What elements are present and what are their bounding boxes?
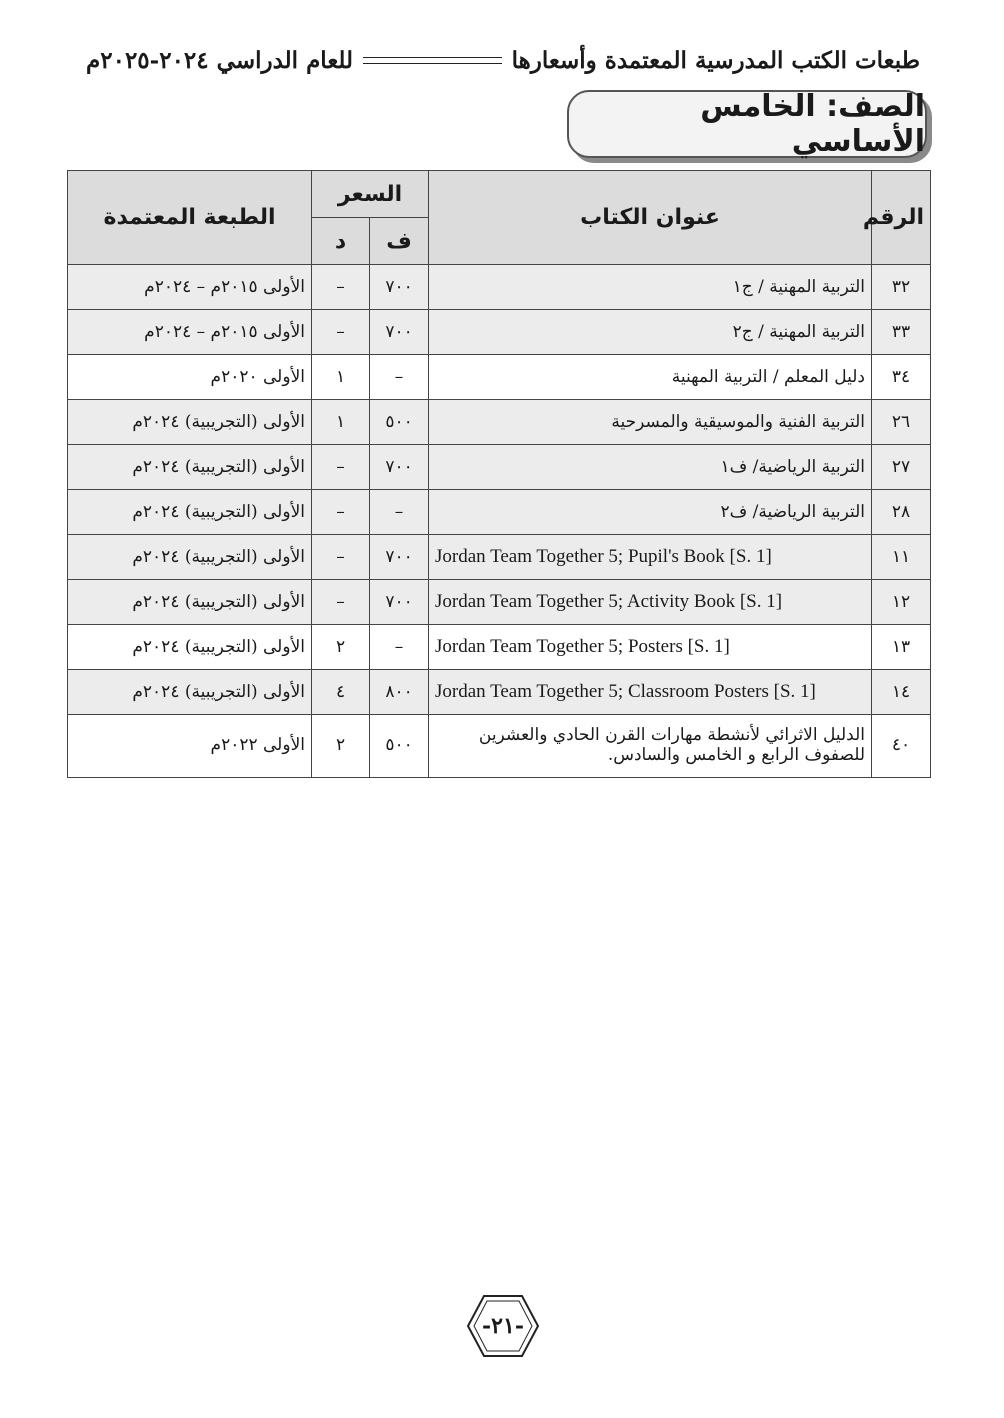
row-title: التربية الفنية والموسيقية والمسرحية <box>429 400 872 445</box>
row-number: ٣٣ <box>872 310 931 355</box>
table-row <box>68 715 931 778</box>
page-number-text: -٢١- <box>482 1313 524 1339</box>
row-fils: – <box>370 355 429 400</box>
grade-title: الصف: الخامس الأساسي <box>700 89 925 159</box>
row-fils: ٥٠٠ <box>370 400 429 445</box>
table-row <box>68 400 931 445</box>
table-row <box>68 580 931 625</box>
row-fils: ٧٠٠ <box>370 580 429 625</box>
row-title: Jordan Team Together 5; Classroom Posters [S. 1] <box>429 670 872 715</box>
table-row <box>68 265 931 310</box>
row-number: ٢٨ <box>872 490 931 535</box>
row-dinar: ٢ <box>312 715 370 778</box>
row-fils: ٧٠٠ <box>370 310 429 355</box>
header-divider <box>363 57 502 64</box>
row-dinar: – <box>312 310 370 355</box>
row-fils: ٧٠٠ <box>370 265 429 310</box>
row-fils: – <box>370 490 429 535</box>
table-row <box>68 355 931 400</box>
page-header <box>86 40 920 80</box>
row-edition: الأولى (التجريبية) ٢٠٢٤م <box>68 625 312 670</box>
table-row <box>68 535 931 580</box>
row-title: التربية المهنية / ج٢ <box>429 310 872 355</box>
row-dinar: ٢ <box>312 625 370 670</box>
row-edition: الأولى ٢٠٢٢م <box>68 715 312 778</box>
header-price-fils: ف <box>370 218 429 265</box>
row-fils: ٨٠٠ <box>370 670 429 715</box>
row-dinar: ١ <box>312 400 370 445</box>
row-dinar: – <box>312 265 370 310</box>
table-row <box>68 310 931 355</box>
row-number: ٢٦ <box>872 400 931 445</box>
table-row <box>68 625 931 670</box>
row-edition: الأولى (التجريبية) ٢٠٢٤م <box>68 400 312 445</box>
row-title: Jordan Team Together 5; Activity Book [S. 1] <box>429 580 872 625</box>
row-edition: الأولى (التجريبية) ٢٠٢٤م <box>68 670 312 715</box>
row-dinar: ١ <box>312 355 370 400</box>
table-row <box>68 445 931 490</box>
header-title: طبعات الكتب المدرسية المعتمدة وأسعارها <box>511 46 920 74</box>
row-number: ٤٠ <box>872 715 931 778</box>
row-fils: – <box>370 625 429 670</box>
grade-title-box <box>567 90 927 158</box>
header-year: للعام الدراسي ٢٠٢٤-٢٠٢٥م <box>86 46 354 74</box>
row-title: دليل المعلم / التربية المهنية <box>429 355 872 400</box>
row-number: ٣٤ <box>872 355 931 400</box>
header-price-dinar: د <box>312 218 370 265</box>
row-edition: الأولى ٢٠١٥م – ٢٠٢٤م <box>68 310 312 355</box>
row-fils: ٧٠٠ <box>370 445 429 490</box>
row-dinar: – <box>312 490 370 535</box>
row-number: ١٢ <box>872 580 931 625</box>
row-number: ١٣ <box>872 625 931 670</box>
row-number: ٢٧ <box>872 445 931 490</box>
row-edition: الأولى (التجريبية) ٢٠٢٤م <box>68 490 312 535</box>
row-edition: الأولى (التجريبية) ٢٠٢٤م <box>68 535 312 580</box>
row-number: ٣٢ <box>872 265 931 310</box>
header-edition: الطبعة المعتمدة <box>68 171 312 265</box>
row-dinar: – <box>312 535 370 580</box>
row-dinar: – <box>312 445 370 490</box>
row-dinar: – <box>312 580 370 625</box>
header-number: الرقم <box>872 171 931 265</box>
row-title: التربية الرياضية/ ف١ <box>429 445 872 490</box>
row-edition: الأولى (التجريبية) ٢٠٢٤م <box>68 580 312 625</box>
books-table <box>67 170 931 778</box>
row-fils: ٧٠٠ <box>370 535 429 580</box>
row-edition: الأولى ٢٠١٥م – ٢٠٢٤م <box>68 265 312 310</box>
table-row <box>68 490 931 535</box>
row-title: التربية الرياضية/ ف٢ <box>429 490 872 535</box>
row-title: الدليل الاثرائي لأنشطة مهارات القرن الحادي والعشرين للصفوف الرابع و الخامس والسادس. <box>429 715 872 778</box>
row-title: Jordan Team Together 5; Posters [S. 1] <box>429 625 872 670</box>
row-number: ١٤ <box>872 670 931 715</box>
header-title: عنوان الكتاب <box>429 171 872 265</box>
page-number <box>466 1294 540 1358</box>
row-dinar: ٤ <box>312 670 370 715</box>
row-fils: ٥٠٠ <box>370 715 429 778</box>
row-number: ١١ <box>872 535 931 580</box>
row-title: Jordan Team Together 5; Pupil's Book [S. 1] <box>429 535 872 580</box>
row-edition: الأولى (التجريبية) ٢٠٢٤م <box>68 445 312 490</box>
header-price: السعر <box>312 171 429 218</box>
row-edition: الأولى ٢٠٢٠م <box>68 355 312 400</box>
table-row <box>68 670 931 715</box>
row-title: التربية المهنية / ج١ <box>429 265 872 310</box>
